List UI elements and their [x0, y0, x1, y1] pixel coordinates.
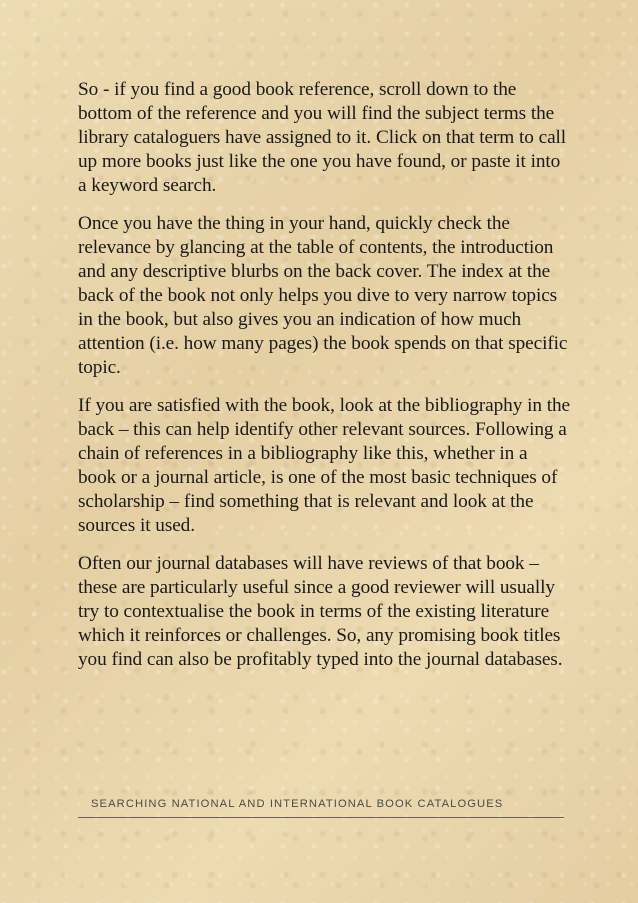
paragraph-book-relevance: Once you have the thing in your hand, quickly check the relevance by glancing at the table of contents, the introduction and any descriptive blurbs on the back cover. The index at the back of the book not only helps you dive to very narrow topics in the book, but also gives you an indication of how much attention (i.e. how many pages) the book spends on that specific topic.: [78, 213, 568, 378]
paragraph-reviews: Often our journal databases will have reviews of that book – these are particularly useful since a good reviewer will usually try to contextualise the book in terms of the existing literature which it reinforces or challenges. So, any promising book titles you find can also be profitably typed into the journal databases.: [78, 553, 563, 670]
page-footer-title: SEARCHING NATIONAL AND INTERNATIONAL BOOK CATALOGUES: [91, 798, 504, 810]
footer-divider: [78, 817, 564, 818]
paragraph-subject-terms: So - if you find a good book reference, scroll down to the bottom of the reference and you will find the subject terms the library cataloguers have assigned to it. Click on that term to call up more books just like the one you have found, or paste it into a keyword search.: [78, 79, 567, 196]
body-content: [78, 78, 570, 686]
paragraph-bibliography: If you are satisfied with the book, look at the bibliography in the back – this can help identify other relevant sources. Following a chain of references in a bibliography like this, whether in a book or a journal article, is one of the most basic techniques of scholarship – find something that is relevant and look at the sources it used.: [78, 395, 570, 536]
